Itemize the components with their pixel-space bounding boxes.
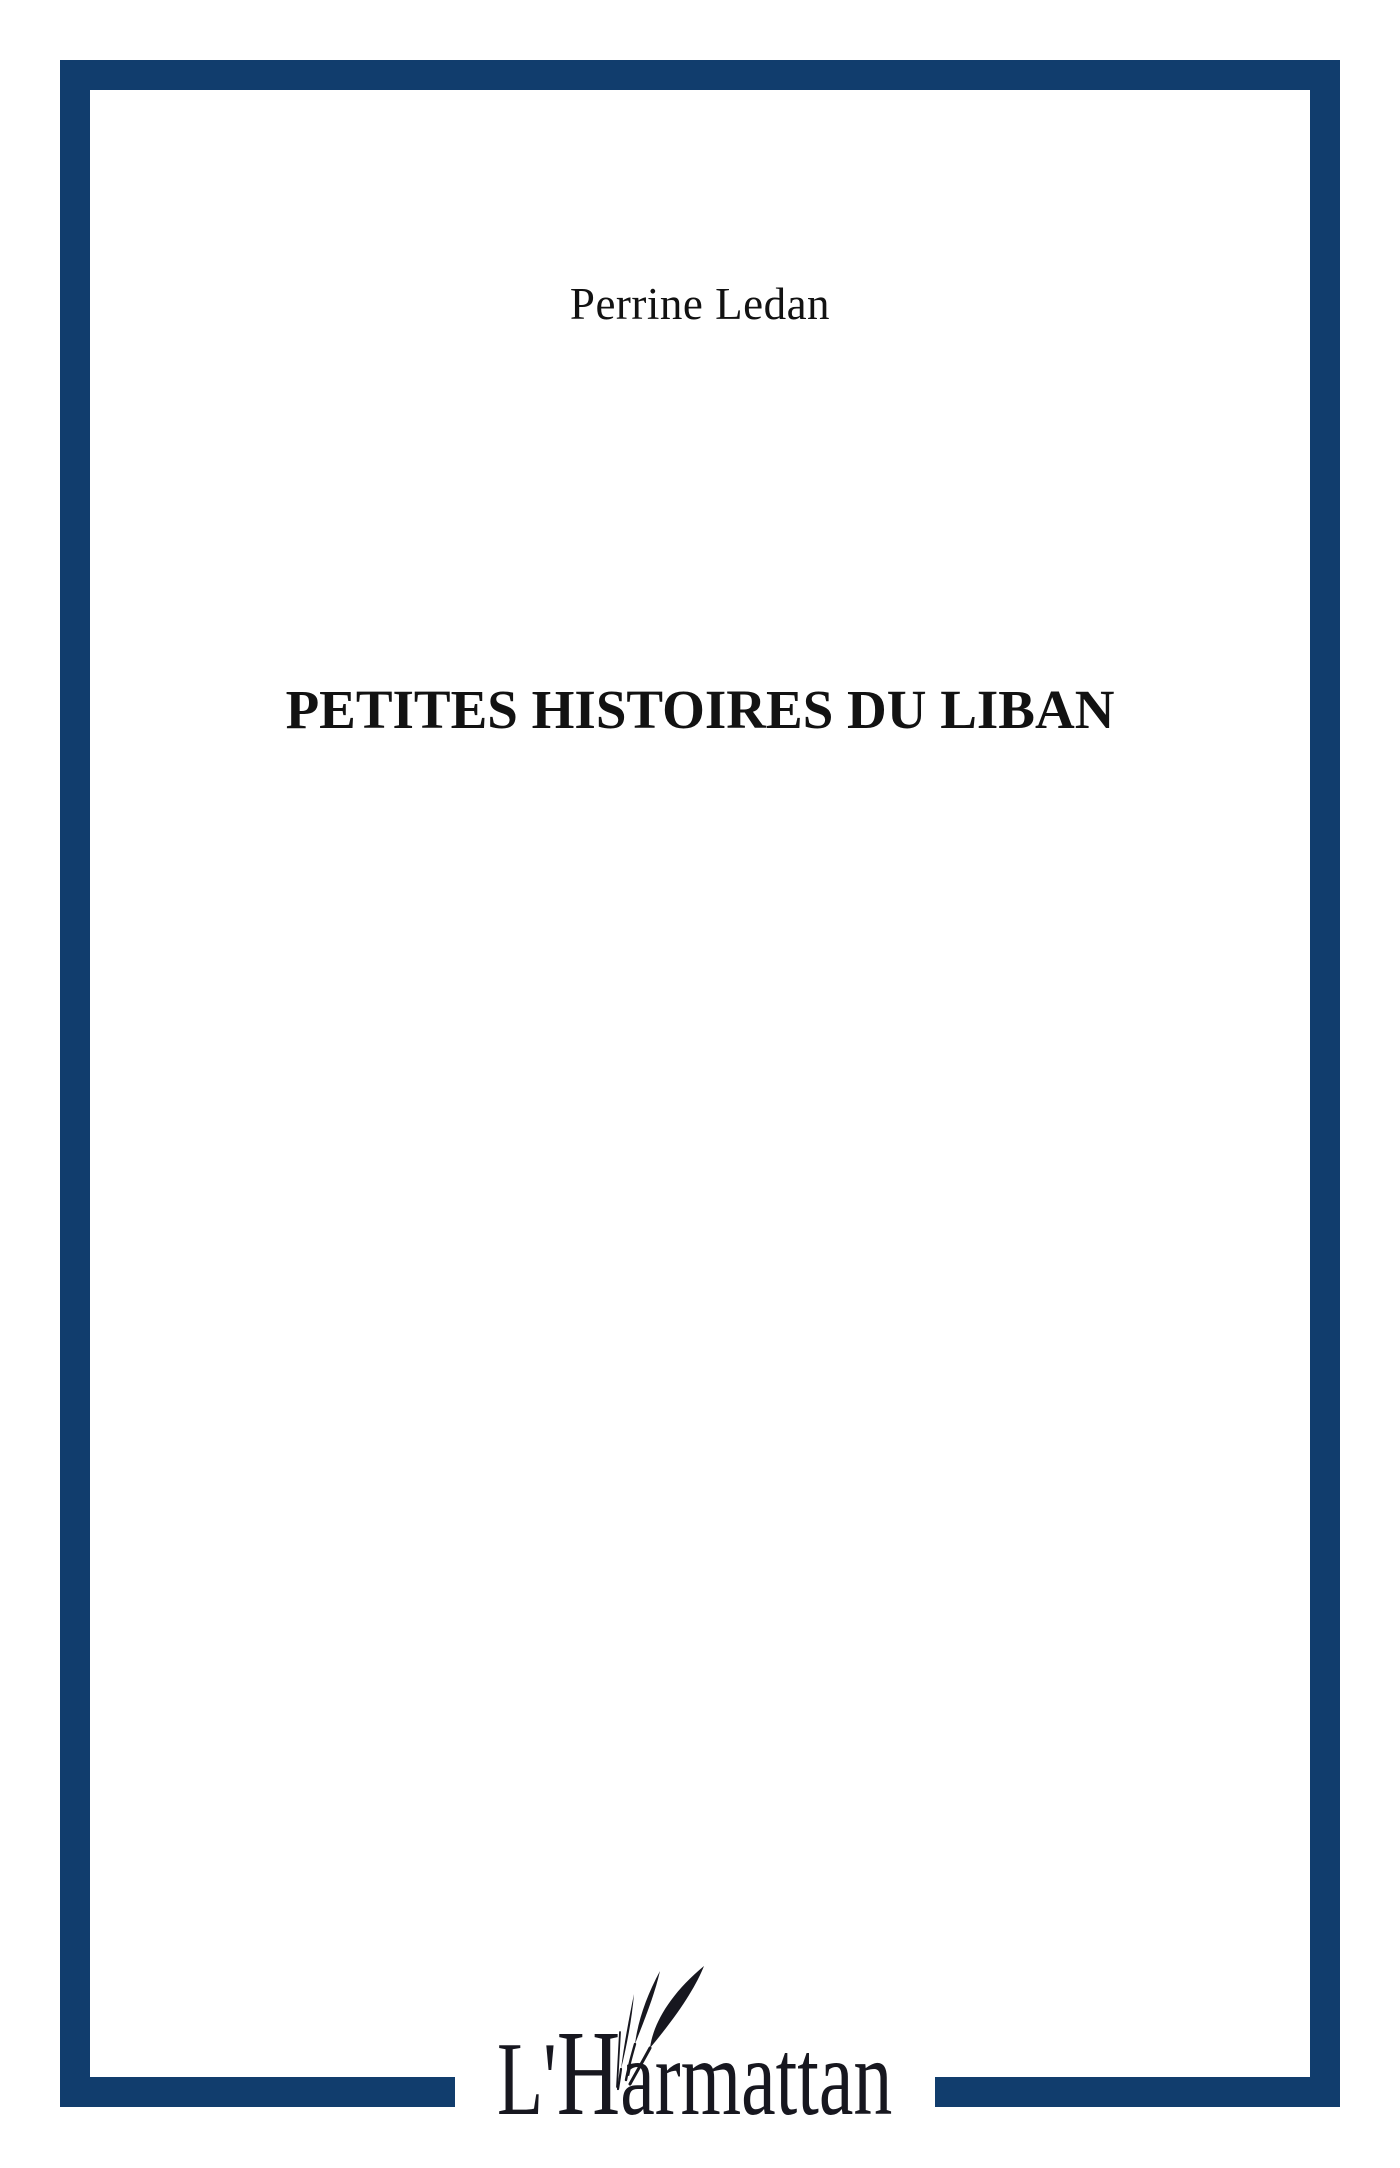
cover-frame-top (60, 60, 1340, 90)
cover-frame-bottom-right (935, 2077, 1340, 2107)
publisher-wordmark-rest: armattan (620, 2019, 893, 2138)
feather-quill-icon (600, 1958, 715, 2093)
cover-frame-right (1310, 60, 1340, 2107)
author-name: Perrine Ledan (569, 279, 831, 329)
cover-frame-left (60, 60, 90, 2107)
cover-frame-bottom-left (60, 2077, 455, 2107)
book-title: PETITES HISTOIRES DU LIBAN (285, 679, 1115, 740)
publisher-wordmark-l: L' (497, 2020, 557, 2137)
publisher-wordmark-h: H (556, 2006, 621, 2141)
